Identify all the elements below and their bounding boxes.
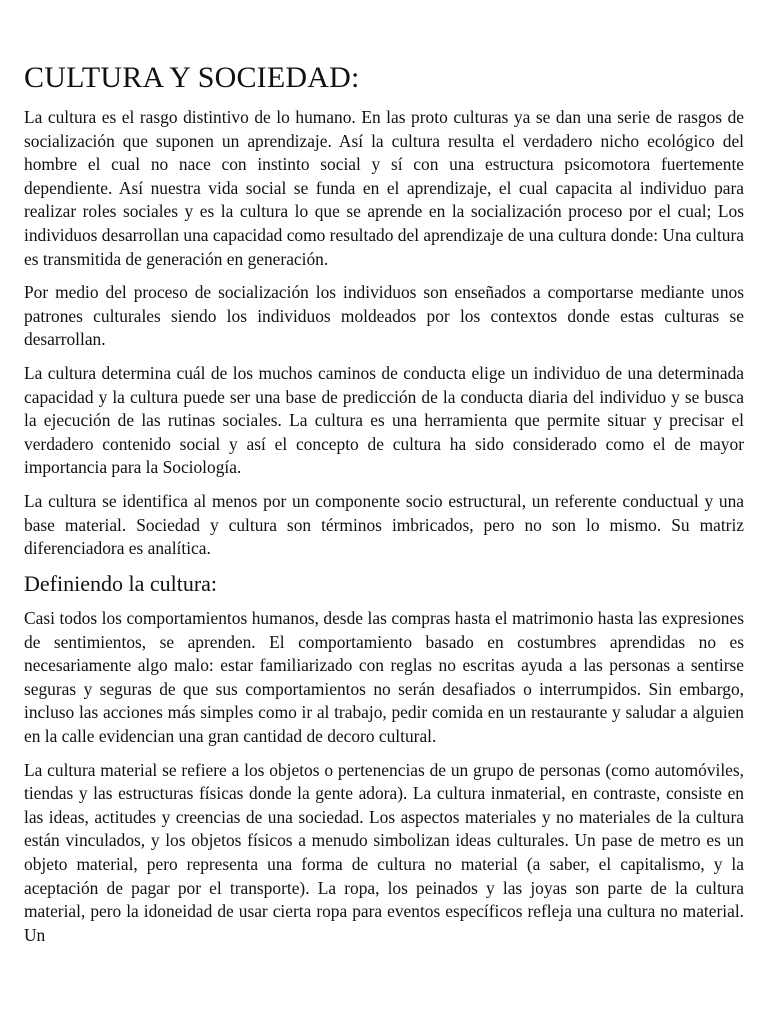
- paragraph: Por medio del proceso de socialización los individuos son enseñados a comportarse mediante unos patrones culturales siendo los individuos moldeados por los contextos donde estas culturas se desarrollan.: [24, 282, 744, 350]
- paragraph: La cultura material se refiere a los objetos o pertenencias de un grupo de personas (como automóviles, tiendas y las estructuras físicas donde la gente adora). La cultura inmaterial, en contraste, consiste en las ideas, actitudes y creencias de una sociedad. Los aspectos materiales y no materiales de la cultura están vinculados, y los objetos físicos a menudo simbolizan ideas culturales. Un pase de metro es un objeto material, pero representa una forma de cultura no material (a saber, el capitalismo, y la aceptación de pagar por el transporte). La ropa, los peinados y las joyas son parte de la cultura material, pero la idoneidad de usar cierta ropa para eventos específicos refleja una cultura no material. Un: [24, 759, 744, 945]
- page-bottom-cutoff: [0, 978, 768, 1024]
- section-heading: Definiendo la cultura:: [24, 570, 218, 596]
- page-title: CULTURA Y SOCIEDAD:: [24, 61, 360, 94]
- paragraph: La cultura determina cuál de los muchos caminos de conducta elige un individuo de una determinada capacidad y la cultura puede ser una base de predicción de la conducta diaria del individuo y se busca la ejecución de las rutinas sociales. La cultura es una herramienta que permite situar y precisar el verdadero contenido social y así el concepto de cultura ha sido considerado como el de mayor importancia para la Sociología.: [24, 362, 744, 478]
- paragraph: Casi todos los comportamientos humanos, desde las compras hasta el matrimonio hasta las expresiones de sentimientos, se aprenden. El comportamiento basado en costumbres aprendidas no es necesariamente algo malo: estar familiarizado con reglas no escritas ayuda a las personas a sentirse seguras y seguras de que sus comportamientos no serán desafiados o interrumpidos. Sin embargo, incluso las acciones más simples como ir al trabajo, pedir comida en un restaurante y saludar a alguien en la calle evidencian una gran cantidad de decoro cultural.: [24, 608, 744, 747]
- paragraph: La cultura se identifica al menos por un componente socio estructural, un referente conductual y una base material. Sociedad y cultura son términos imbricados, pero no son lo mismo. Su matriz diferenciadora es analítica.: [24, 490, 744, 559]
- document-body: [24, 60, 744, 957]
- paragraph: La cultura es el rasgo distintivo de lo humano. En las proto culturas ya se dan una serie de rasgos de socialización que suponen un aprendizaje. Así la cultura resulta el verdadero nicho ecológico del hombre el cual no nace con instinto social y sí con una estructura psicomotora fuertemente dependiente. Así nuestra vida social se funda en el aprendizaje, el cual capacita al individuo para realizar roles sociales y es la cultura lo que se aprende en la socialización proceso por el cual; Los individuos desarrollan una capacidad como resultado del aprendizaje de una cultura donde: Una cultura es transmitida de generación en generación.: [24, 107, 744, 269]
